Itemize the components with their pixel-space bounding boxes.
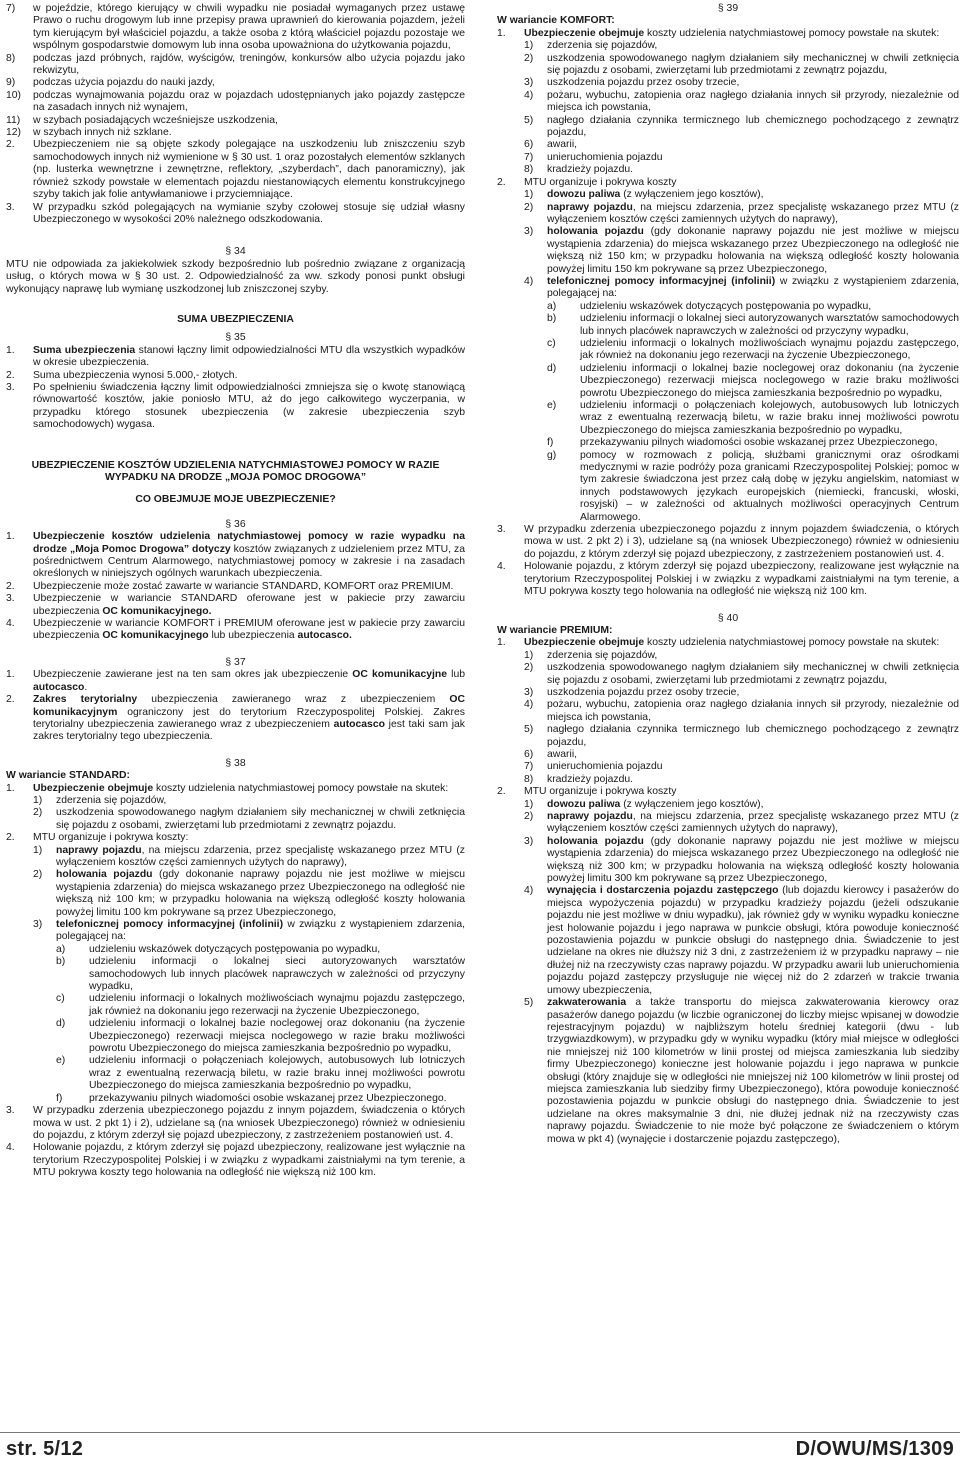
list-item: 1) naprawy pojazdu, na miejscu zdarzenia, przez specjalistę wskazanego przez MTU (z wyłączeniem kosztów części zamiennych użytych do naprawy), bbox=[33, 844, 465, 868]
section-number: § 34 bbox=[225, 246, 246, 258]
paragraph: 1. Ubezpieczenie obejmuje koszty udzielenia natychmiastowej pomocy powstałe na skutek: bbox=[497, 637, 940, 649]
section-heading: SUMA UBEZPIECZENIA bbox=[177, 313, 294, 325]
section-number: § 35 bbox=[225, 332, 246, 344]
list-item: 7) w pojeździe, którego kierujący w chwili wypadku nie posiadał wymaganych przez ustawę Prawo o ruchu drogowym lub inne przepisy prawa uprawnień do kierowania pojazdem, jeżeli tym kierującym był właściciel pojazdu, a także osoba z którą właściciel pojazdu pozostaje we wspólnym gospodarstwie domowym lub inna osoba upoważniona do użytkowania pojazdu, bbox=[6, 3, 465, 52]
paragraph: 4. Holowanie pojazdu, z którym zderzył się pojazd ubezpieczony, realizowane jest wyłącznie na terytorium Rzeczypospolitej Polskiej i w związku z wypadkami zaistniałymi na tym terenie, a MTU pokrywa koszty tego holowania na odległość nie większą niż 100 km. bbox=[497, 561, 959, 598]
list-subitem: f) przekazywaniu pilnych wiadomości osobie wskazanej przez Ubezpieczonego, bbox=[547, 437, 938, 449]
list-subitem: d) udzieleniu informacji o lokalnej bazie noclegowej oraz dokonaniu (na życzenie Ubezpieczonego) rezerwacji miejsca noclegowego w razie braku możliwości powrotu Ubezpieczonego do miejsca zamieszkania bezpośrednio po wypadku, bbox=[56, 1018, 465, 1055]
paragraph: 2. Ubezpieczeniem nie są objęte szkody polegające na uszkodzeniu lub zniszczeniu szyb samochodowych innych niż wymienione w § 30 ust. 1 oraz pozostałych elementów szklanych (np. lusterka wewnętrzne i zewnętrzne, reflektory, „szyberdach”, dach panoramiczny), jak również szkody powstałe w elementach pojazdu niestanowiących elementu konstrukcyjnego szyby takich jak folie antywłamaniowe i przyciemniające. bbox=[6, 139, 465, 201]
paragraph: 1. Suma ubezpieczenia stanowi łączny limit odpowiedzialności MTU dla wszystkich wypadków w okresie ubezpieczenia. bbox=[6, 344, 465, 369]
list-item: 8) kradzieży pojazdu. bbox=[524, 773, 634, 785]
right-column bbox=[497, 3, 959, 1146]
paragraph: MTU nie odpowiada za jakiekolwiek szkody bezpośrednio lub pośrednio związane z organizacją usług, o których mowa w § 30 ust. 2. Odpowiedzialność za ww. szkody ponosi punkt obsługi wykonujący naprawę lub wymianę uszkodzonej lub zniszczonej szyby. bbox=[6, 258, 465, 295]
paragraph: 1. Ubezpieczenie obejmuje koszty udzielenia natychmiastowej pomocy powstałe na skutek: bbox=[6, 782, 449, 794]
list-subitem: b) udzieleniu informacji o lokalnej sieci autoryzowanych warsztatów samochodowych lub innych placówek naprawczych w zależności od przyczyny wypadku, bbox=[56, 956, 465, 993]
section-number: § 39 bbox=[717, 3, 739, 14]
list-item: 3) uszkodzenia pojazdu przez osoby trzecie, bbox=[524, 686, 740, 698]
page-number: str. 5/12 bbox=[6, 1438, 84, 1460]
document-code: D/OWU/MS/1309 bbox=[795, 1438, 954, 1460]
list-item: 7) unieruchomienia pojazdu bbox=[524, 151, 663, 163]
variant-heading: W wariancie KOMFORT: bbox=[497, 15, 615, 27]
list-item: 6) awarii, bbox=[524, 748, 578, 760]
main-heading: UBEZPIECZENIE KOSZTÓW UDZIELENIA NATYCHMIASTOWEJ POMOCY W RAZIE WYPADKU NA DRODZE „MOJA POMOC DROGOWA” bbox=[31, 459, 440, 483]
list-item: 12) w szybach innych niż szklane. bbox=[6, 127, 172, 139]
list-item: 2) holowania pojazdu (gdy dokonanie naprawy pojazdu nie jest możliwe w miejscu wystąpienia zdarzenia) do miejsca wskazanego przez Ubezpieczonego na odległość nie większą niż 100 km; w przypadku holowania na większą odległość koszty holowania powyżej limitu 100 km pokrywane są przez Ubezpieczonego, bbox=[33, 869, 465, 918]
list-subitem: b) udzieleniu informacji o lokalnej sieci autoryzowanych warsztatów samochodowych lub innych placówek naprawczych w zależności od przyczyny wypadku, bbox=[547, 313, 959, 337]
list-item: 5) nagłego działania czynnika termicznego lub chemicznego pochodzącego z zewnątrz pojazdu, bbox=[524, 114, 959, 139]
sub-heading: CO OBEJMUJE MOJE UBEZPIECZENIE? bbox=[135, 494, 336, 506]
list-subitem: e) udzieleniu informacji o połączeniach kolejowych, autobusowych lub lotniczych wraz z ewentualną rezerwacją biletu, w razie braku innej możliwości powrotu Ubezpieczonego do miejsca zamieszkania bezpośrednio po wypadku, bbox=[56, 1055, 465, 1092]
list-item: 3) holowania pojazdu (gdy dokonanie naprawy pojazdu nie jest możliwe w miejscu wystąpienia zdarzenia) do miejsca wskazanego przez Ubezpieczonego na odległość nie większą niż 300 km; w przypadku holowania na większą odległość koszty holowania powyżej limitu 300 km pokrywane są przez Ubezpieczonego, bbox=[524, 835, 959, 885]
page-footer bbox=[0, 1432, 960, 1471]
left-column bbox=[6, 3, 465, 1180]
paragraph: 2. Suma ubezpieczenia wynosi 5.000,- złotych. bbox=[6, 369, 238, 381]
section-number: § 37 bbox=[225, 656, 246, 668]
list-item: 2) uszkodzenia spowodowanego nagłym działaniem siły mechanicznej w chwili zetknięcia się pojazdu z osobami, zwierzętami lub przedmiotami z zewnątrz pojazdu, bbox=[524, 662, 959, 686]
paragraph: 3. Po spełnieniu świadczenia łączny limit odpowiedzialności zmniejsza się o kwotę stanowiącą równowartość kosztów, jakie poniosło MTU, aż do jego całkowitego wyczerpania, w przypadku którego stosunek ubezpieczenia (w zakresie ubezpieczenia szyb samochodowych) wygasa. bbox=[6, 381, 465, 431]
paragraph: 3. W przypadku zderzenia ubezpieczonego pojazdu z innym pojazdem, świadczenia o których mowa w ust. 2 pkt 1) i 2), udzielane są (na wniosek Ubezpieczonego) również w odniesieniu do pojazdu, z którym zderzył się pojazd ubezpieczony, z zastrzeżeniem postanowień ust. 4. bbox=[6, 1105, 465, 1141]
list-item: 11) w szybach posiadających wcześniejsze uszkodzenia, bbox=[6, 114, 278, 126]
list-item: 9) podczas użycia pojazdu do nauki jazdy, bbox=[6, 77, 215, 89]
paragraph: 3. Ubezpieczenie w wariancie STANDARD oferowane jest w pakiecie przy zawarciu ubezpieczenia OC komunikacyjnego. bbox=[6, 593, 465, 617]
list-item: 3) uszkodzenia pojazdu przez osoby trzecie, bbox=[524, 77, 740, 89]
list-item: 2) uszkodzenia spowodowanego nagłym działaniem siły mechanicznej w chwili zetknięcia się pojazdu z osobami, zwierzętami lub przedmiotami z zewnątrz pojazdu. bbox=[33, 807, 465, 831]
list-item: 1) zderzenia się pojazdów, bbox=[33, 794, 167, 806]
list-subitem: f) przekazywaniu pilnych wiadomości osobie wskazanej przez Ubezpieczonego. bbox=[56, 1092, 447, 1104]
list-subitem: c) udzieleniu informacji o lokalnych możliwościach wynajmu pojazdu zastępczego, jak również na dokonaniu jego rezerwacji na życzenie Ubezpieczonego, bbox=[547, 337, 959, 362]
list-subitem: g) pomocy w rozmowach z policją, służbami granicznymi oraz ośrodkami medycznymi w razie podróży poza granicami Rzeczypospolitej Polskiej; pomoc w tym zakresie świadczona jest przez całą dobę w języku angielskim, natomiast w innych podstawowych językach europejskich (niemiecki, francuski, włoski, rosyjski) – w zależności od aktualnych możliwości operacyjnych Centrum Alarmowego. bbox=[547, 449, 959, 523]
variant-heading: W wariancie PREMIUM: bbox=[497, 624, 613, 636]
paragraph: 3. W przypadku zderzenia ubezpieczonego pojazdu z innym pojazdem świadczenia, o których mowa w ust. 2 pkt 2) i 3), udzielane są (na wniosek Ubezpieczonego) również w odniesieniu do pojazdu, z którym zderzył się pojazd ubezpieczony, z zastrzeżeniem postanowień ust. 4. bbox=[497, 524, 959, 560]
list-item: 1) zderzenia się pojazdów, bbox=[524, 649, 658, 661]
list-item: 2) naprawy pojazdu, na miejscu zdarzenia, przez specjalistę wskazanego przez MTU (z wyłączeniem kosztów części zamiennych użytych do naprawy), bbox=[524, 201, 960, 225]
paragraph: 1. Ubezpieczenie obejmuje koszty udzielenia natychmiastowej pomocy powstałe na skutek: bbox=[497, 27, 940, 39]
list-item: 2) uszkodzenia spowodowanego nagłym działaniem siły mechanicznej w chwili zetknięcia się pojazdu z osobami, zwierzętami lub przedmiotami z zewnątrz pojazdu, bbox=[524, 52, 959, 77]
list-item: 10) podczas wynajmowania pojazdu oraz w pojazdach udostępnianych jako pojazdy zastępcze na zasadach innych niż wynajem, bbox=[6, 89, 465, 114]
list-item: 7) unieruchomienia pojazdu bbox=[524, 761, 663, 773]
list-subitem: d) udzieleniu informacji o lokalnej bazie noclegowej oraz dokonaniu (na życzenie Ubezpieczonego) rezerwacji miejsca noclegowego w razie braku możliwości powrotu Ubezpieczonego do miejsca zamieszkania bezpośrednio po wypadku, bbox=[547, 362, 959, 399]
list-item: 5) nagłego działania czynnika termicznego lub chemicznego pochodzącego z zewnątrz pojazdu, bbox=[524, 724, 959, 748]
list-item: 4) wynajęcia i dostarczenia pojazdu zastępczego (lub dojazdu kierowcy i pasażerów do miejsca wypożyczenia pojazdu) w przypadku kradzieży pojazdu (jeżeli odszukanie pojazdu nie jest możliwe w dniu wypadku), jak również gdy w wyniku wypadku konieczne jest holowanie pojazdu i jego naprawa w punkcie obsługi, która powoduje konieczność pozostawienia pojazdu w punkcie obsługi do następnego dnia. Świadczenie to jest udzielane na okres nie dłuższy niż 3 dni, z zastrzeżeniem iż w przypadku naprawy – nie dłużej niż na rzeczywisty czas naprawy pojazdu. W przypadku awarii lub unieruchomienia pojazdu pojazd zastępczy przysługuje nie więcej niż do 2 zdarzeń w trakcie trwania umowy ubezpieczenia, bbox=[524, 885, 959, 996]
list-item: 1) dowozu paliwa (z wyłączeniem jego kosztów), bbox=[524, 798, 764, 810]
list-item: 1) zderzenia się pojazdów, bbox=[524, 40, 658, 52]
list-item: 2) naprawy pojazdu, na miejscu zdarzenia, przez specjalistę wskazanego przez MTU (z wyłączeniem kosztów części zamiennych użytych do naprawy), bbox=[524, 811, 960, 835]
list-item: 5) zakwaterowania a także transportu do miejsca zakwaterowania kierowcy oraz pasażerów danego pojazdu (w liczbie ograniczonej do liczby miejsc wpisanej w dowodzie rejestracyjnym pojazdu) w najbliższym hotelu średniej kategorii (dwu - lub trzygwiazdkowym), w przypadku gdy w wyniku wypadku (który miał miejsce w odległości nie mniejszej niż 100 kilometrów w linii prostej od miejsca zamieszkania lub siedziby firmy Ubezpieczonego) konieczne jest holowanie pojazdu i jego naprawa w punkcie obsługi (który znajduje się w odległości nie mniejszej niż 100 kilometrów w linii prostej od miejsca zamieszkania lub siedziby firmy Ubezpieczonego), która powoduje konieczność pozostawienia pojazdu w punkcie obsługi do następnego dnia. Świadczenie to jest udzielane na okres maksymalnie 3 dni, nie dłużej jednak niż na rzeczywisty czas naprawy pojazdu. Świadczenie to nie może być połączone ze świadczeniem o którym mowa w pkt 4) (wynajęcie i dostarczenie pojazdu zastępczego), bbox=[524, 997, 959, 1145]
paragraph: 2. MTU organizuje i pokrywa koszty bbox=[497, 786, 677, 798]
list-subitem: a) udzieleniu wskazówek dotyczących postępowania po wypadku, bbox=[56, 943, 381, 955]
list-subitem: e) udzieleniu informacji o połączeniach kolejowych, autobusowych lub lotniczych wraz z ewentualną rezerwacją biletu, w razie braku innej możliwości powrotu Ubezpieczonego do miejsca zamieszkania bezpośrednio po wypadku, bbox=[547, 400, 959, 436]
section-number: § 36 bbox=[225, 518, 246, 530]
section-number: § 40 bbox=[717, 612, 739, 624]
paragraph: 2. Ubezpieczenie może zostać zawarte w wariancie STANDARD, KOMFORT oraz PREMIUM. bbox=[6, 580, 454, 592]
variant-heading: W wariancie STANDARD: bbox=[6, 770, 130, 782]
section-number: § 38 bbox=[225, 757, 246, 769]
paragraph: 2. MTU organizuje i pokrywa koszty: bbox=[6, 832, 189, 844]
list-item: 1) dowozu paliwa (z wyłączeniem jego kosztów), bbox=[524, 189, 764, 201]
list-item: 6) awarii, bbox=[524, 139, 578, 151]
list-subitem: c) udzieleniu informacji o lokalnych możliwościach wynajmu pojazdu zastępczego, jak również na dokonaniu jego rezerwacji na życzenie Ubezpieczonego, bbox=[56, 993, 465, 1017]
list-subitem: a) udzieleniu wskazówek dotyczących postępowania po wypadku, bbox=[547, 300, 872, 312]
list-item: 8) kradzieży pojazdu. bbox=[524, 164, 634, 176]
list-item: 4) pożaru, wybuchu, zatopienia oraz nagłego działania innych sił przyrody, niezależnie od miejsca ich powstania, bbox=[524, 89, 959, 114]
list-item: 4) pożaru, wybuchu, zatopienia oraz nagłego działania innych sił przyrody, niezależnie od miejsca ich powstania, bbox=[524, 699, 959, 723]
paragraph: 2. Zakres terytorialny ubezpieczenia zawieranego wraz z ubezpieczeniem OC komunikacyjnym ograniczony jest do terytorium Rzeczypospolitej Polskiej. Zakres terytorialny ubezpieczenia zawieranego wraz z ubezpieczeniem autocasco jest taki sam jak zakres terytorialny tego ubezpieczenia. bbox=[6, 694, 465, 743]
list-item: 3) holowania pojazdu (gdy dokonanie naprawy pojazdu nie jest możliwe w miejscu wystąpienia zdarzenia) do miejsca wskazanego przez Ubezpieczonego na odległość nie większą niż 150 km; w przypadku holowania na większą odległość koszty holowania powyżej limitu 150 km pokrywane są przez Ubezpieczonego, bbox=[524, 226, 959, 275]
list-item: 8) podczas jazd próbnych, rajdów, wyścigów, treningów, konkursów albo użycia pojazdu jako rekwizytu, bbox=[6, 52, 465, 77]
paragraph: 4. Ubezpieczenie w wariancie KOMFORT i PREMIUM oferowane jest w pakiecie przy zawarciu ubezpieczenia OC komunikacyjnego lub ubezpieczenia autocasco. bbox=[6, 618, 465, 642]
paragraph: 4. Holowanie pojazdu, z którym zderzył się pojazd ubezpieczony, realizowane jest wyłącznie na terytorium Rzeczypospolitej Polskiej i w związku z wypadkami zaistniałymi na tym terenie, a MTU pokrywa koszty tego holowania na odległość nie większą niż 100 km. bbox=[6, 1142, 465, 1179]
list-item: 3) telefonicznej pomocy informacyjnej (infolinii) w związku z wystąpieniem zdarzenia, polegającej na: bbox=[33, 919, 465, 943]
paragraph: 3. W przypadku szkód polegających na wymianie szyby czołowej stosuje się udział własny Ubezpieczonego w wysokości 20% należnego odszkodowania. bbox=[6, 201, 465, 225]
paragraph: 1. Ubezpieczenie zawierane jest na ten sam okres jak ubezpieczenie OC komunikacyjne lub autocasco. bbox=[6, 669, 466, 693]
list-item: 4) telefonicznej pomocy informacyjnej (infolinii) w związku z wystąpieniem zdarzenia, polegającej na: bbox=[524, 275, 959, 300]
paragraph: 1. Ubezpieczenie kosztów udzielenia natychmiastowej pomocy w razie wypadku na drodze „Moja Pomoc Drogowa” dotyczy kosztów związanych z udzieleniem przez MTU, za pośrednictwem Centrum Alarmowego, natychmiastowej pomocy w zakresie i na zasadach określonych w niniejszych ogólnych warunkach ubezpieczenia. bbox=[6, 531, 465, 580]
paragraph: 2. MTU organizuje i pokrywa koszty bbox=[497, 176, 677, 188]
